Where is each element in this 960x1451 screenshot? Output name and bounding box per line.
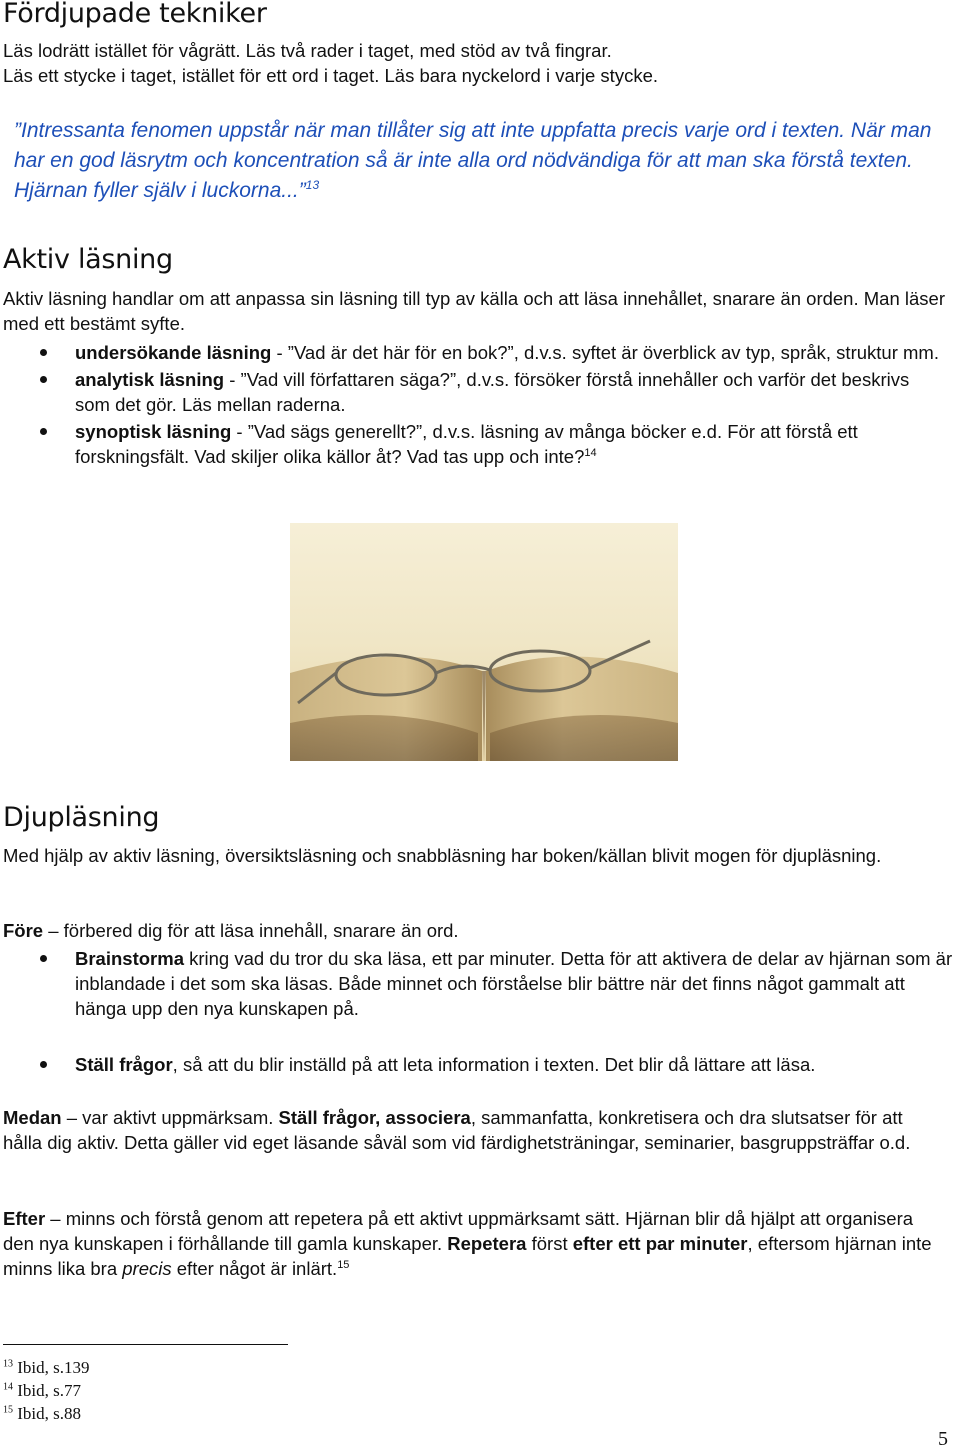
heading-aktiv-lasning: Aktiv läsning — [3, 244, 173, 275]
efter-text-3: , eftersom hjärnan inte minns lika bra — [3, 1233, 932, 1279]
efter-text-4: efter något är inlärt. — [171, 1258, 338, 1279]
list-item-text: - ”Vad är det här för en bok?”, d.v.s. syftet är överblick av typ, språk, struktur mm. — [271, 342, 939, 363]
list-item-term: analytisk läsning — [75, 369, 225, 390]
technique-line-2: Läs ett stycke i taget, istället för ett ord i taget. Läs bara nyckelord i varje stycke. — [3, 65, 658, 86]
footnote-text: Ibid, s.139 — [13, 1358, 90, 1377]
page-number: 5 — [938, 1428, 948, 1450]
list-item — [3, 946, 958, 1021]
medan-paragraph — [3, 1105, 938, 1155]
fore-list — [3, 946, 958, 1077]
efter-paragraph — [3, 1206, 943, 1281]
list-item-term: undersökande läsning — [75, 342, 272, 363]
footnote-ref-13[interactable]: 13 — [305, 178, 320, 192]
list-item — [3, 1052, 958, 1077]
medan-text-2: , sammanfatta, konkretisera och dra slutsatser för att hålla dig aktiv. Detta gäller vid eget läsande såväl som vid färdighetsträningar, seminarier, basgruppsträffar o.d. — [3, 1107, 911, 1153]
footnote-ref-14[interactable]: 14 — [584, 446, 597, 459]
quote-block — [14, 116, 954, 206]
list-item-term: synoptisk läsning — [75, 421, 232, 442]
glasses-on-book-image — [290, 523, 678, 761]
efter-bold-1: Repetera — [447, 1233, 527, 1254]
quote-text: ”Intressanta fenomen uppstår när man tillåter sig att inte uppfatta precis varje ord i texten. När man har en god läsrytm och koncentration så är inte alla ord nödvändiga för att man ska förstå texten. Hjärnan fyller själv i luckorna...” — [14, 119, 932, 202]
efter-text-1: – minns och förstå genom att repetera på ett aktivt uppmärksamt sätt. Hjärnan blir då hjälpt att organisera den nya kunskapen i förhållande till gamla kunskaper. — [3, 1208, 914, 1254]
brainstorma-term: Brainstorma — [75, 948, 184, 969]
djuplasning-intro: Med hjälp av aktiv läsning, översiktsläsning och snabbläsning har boken/källan blivit mogen för djupläsning. — [3, 845, 882, 866]
footnote-ref-15[interactable]: 15 — [337, 1258, 350, 1271]
technique-line-1: Läs lodrätt istället för vågrätt. Läs två rader i taget, med stöd av två fingrar. — [3, 40, 612, 61]
efter-bold-2: efter ett par minuter — [572, 1233, 748, 1254]
stall-fragor-text: , så att du blir inställd på att leta information i texten. Det blir då lättare att läsa. — [172, 1054, 816, 1075]
footnote-number: 13 — [3, 1358, 13, 1370]
footnote-text: Ibid, s.88 — [13, 1404, 81, 1423]
list-item-text: - ”Vad vill författaren säga?”, d.v.s. försöker förstå innehåller och varför det beskrivs som det gör. Läs mellan raderna. — [75, 369, 910, 415]
footnote-text: Ibid, s.77 — [13, 1381, 81, 1400]
reading-types-list — [3, 340, 943, 469]
brainstorma-text: kring vad du tror du ska läsa, ett par minuter. Detta för att aktivera de delar av hjärnan som är inblandade i det som ska läsas. Både minnet och förståelse blir bättre när det finns något gammalt att hänga upp den nya kunskapen på. — [75, 948, 953, 1019]
medan-label: Medan — [3, 1107, 62, 1128]
list-item — [3, 340, 943, 365]
list-item-text: - ”Vad sägs generellt?”, d.v.s. läsning av många böcker e.d. För att förstå ett forskningsfält. Vad skiljer olika källor åt? Vad tas upp och inte? — [75, 421, 858, 467]
medan-bold: Ställ frågor, associera — [278, 1107, 471, 1128]
list-item — [3, 367, 943, 417]
efter-italic: precis — [122, 1258, 172, 1279]
fore-label: Före — [3, 920, 44, 941]
fore-text: – förbered dig för att läsa innehåll, snarare än ord. — [43, 920, 459, 941]
medan-text-1: – var aktivt uppmärksam. — [61, 1107, 279, 1128]
bullet-icon — [40, 349, 47, 356]
footnote-14 — [3, 1379, 90, 1402]
bullet-icon — [40, 1061, 47, 1068]
footnote-13 — [3, 1356, 90, 1379]
bullet-icon — [40, 376, 47, 383]
bullet-icon — [40, 428, 47, 435]
heading-djuplasning: Djupläsning — [3, 802, 160, 833]
footnote-divider — [3, 1344, 288, 1345]
efter-text-2: först — [526, 1233, 573, 1254]
footnote-15 — [3, 1402, 90, 1425]
stall-fragor-term: Ställ frågor — [75, 1054, 173, 1075]
footnote-number: 14 — [3, 1381, 13, 1393]
fore-paragraph — [3, 918, 948, 943]
heading-fordjupade-tekniker: Fördjupade tekniker — [3, 0, 267, 29]
list-item — [3, 419, 943, 469]
footnote-number: 15 — [3, 1404, 13, 1416]
footnotes — [3, 1356, 90, 1425]
aktiv-lasning-intro: Aktiv läsning handlar om att anpassa sin läsning till typ av källa och att läsa innehållet, snarare än orden. Man läser med ett bestämt syfte. — [3, 288, 945, 334]
glasses-book-illustration — [290, 523, 678, 761]
efter-label: Efter — [3, 1208, 46, 1229]
bullet-icon — [40, 955, 47, 962]
